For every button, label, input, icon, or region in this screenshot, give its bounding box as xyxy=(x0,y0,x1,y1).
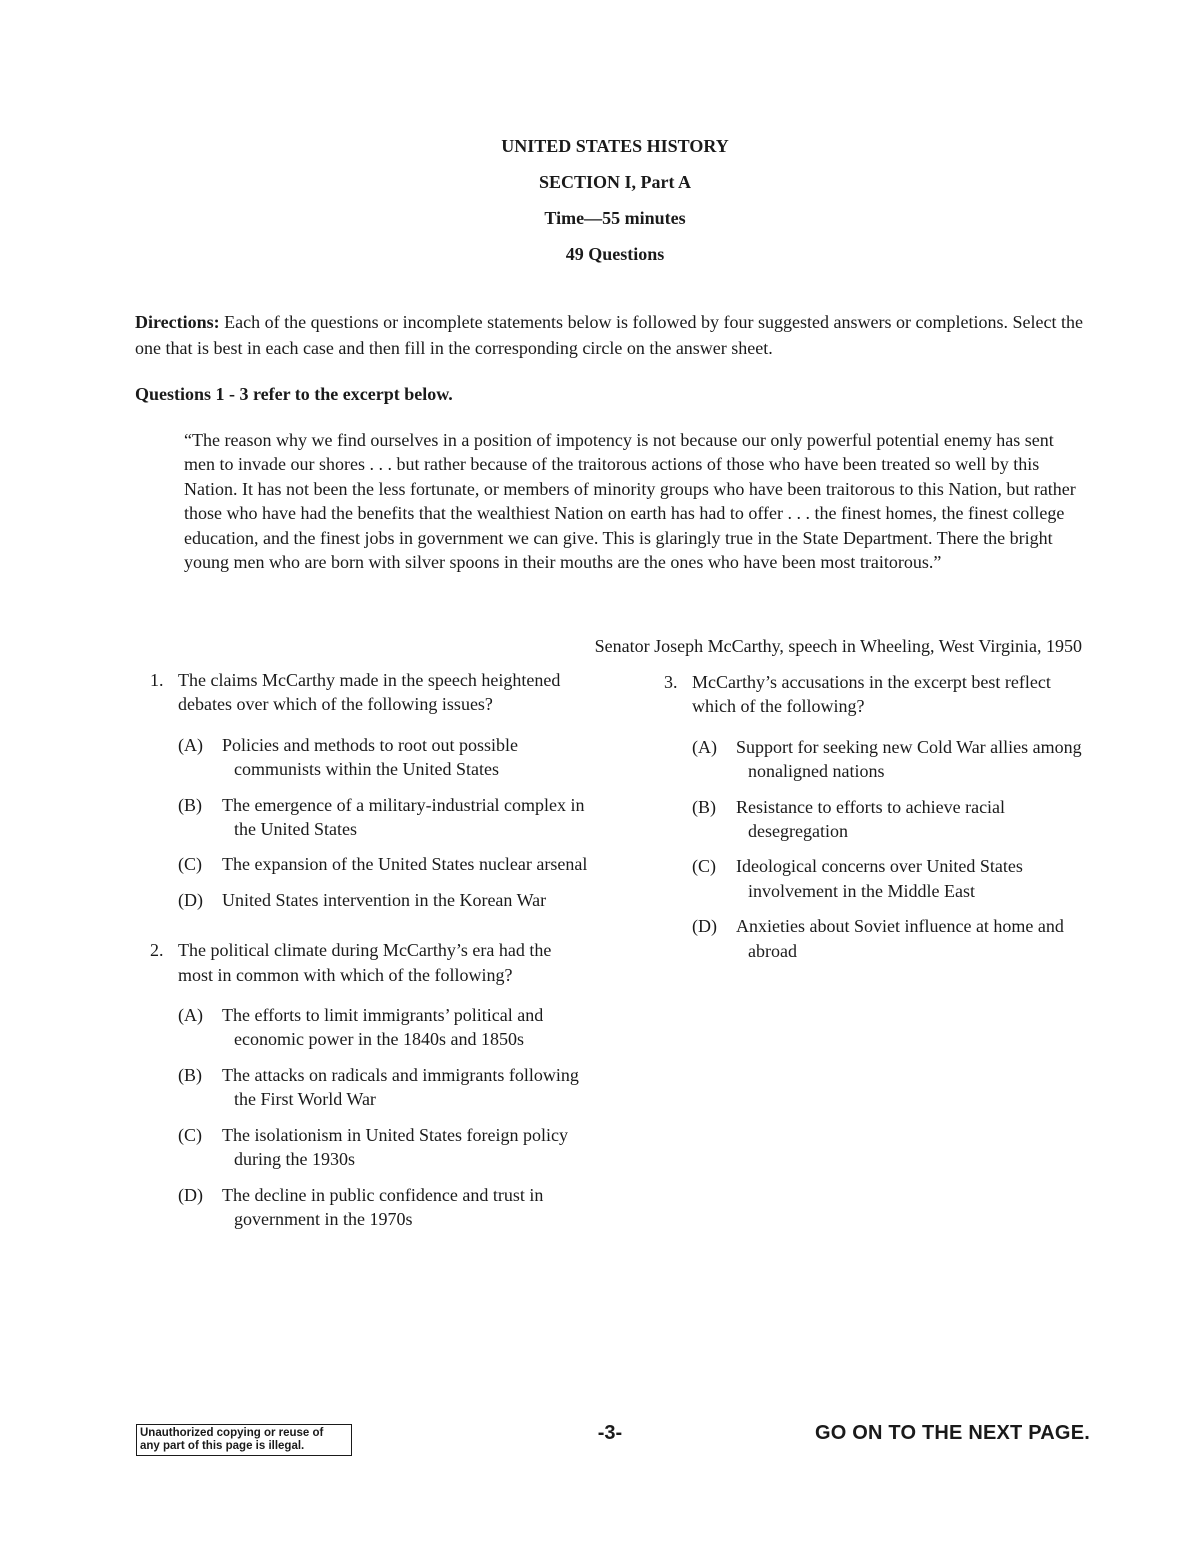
option-text: The isolationism in United States foreign policy during the 1930s xyxy=(222,1124,568,1170)
questions-left-column xyxy=(150,668,590,1257)
question-2 xyxy=(150,938,590,1231)
question-number: 3. xyxy=(664,672,678,692)
questions-right-column xyxy=(664,670,1084,989)
copyright-line-2: any part of this page is illegal. xyxy=(140,1440,305,1452)
option-c xyxy=(692,854,1084,903)
option-text: The emergence of a military-industrial complex in the United States xyxy=(222,794,585,840)
option-label: (D) xyxy=(178,1184,203,1205)
answer-options xyxy=(692,735,1084,963)
exam-subject-title: UNITED STATES HISTORY xyxy=(501,136,729,156)
option-text: Policies and methods to root out possible communists within the United States xyxy=(222,734,518,780)
question-stem: McCarthy’s accusations in the excerpt best reflect which of the following? xyxy=(692,672,1051,717)
question-stem: The claims McCarthy made in the speech heightened debates over which of the following issues? xyxy=(178,670,561,715)
option-d xyxy=(178,1183,590,1232)
option-text: The efforts to limit immigrants’ political and economic power in the 1840s and 1850s xyxy=(222,1005,544,1050)
directions-text: Each of the questions or incomplete statements below is followed by four suggested answers or completions. Select the one that is best in each case and then fill in the corresponding circle on the answer sheet. xyxy=(135,312,1083,358)
option-text: The expansion of the United States nuclear arsenal xyxy=(222,854,588,875)
next-page-prompt: GO ON TO THE NEXT PAGE. xyxy=(814,1422,1090,1444)
option-label: (B) xyxy=(178,794,202,815)
question-1 xyxy=(150,668,590,912)
question-number: 1. xyxy=(150,670,164,690)
option-a xyxy=(692,735,1084,784)
option-label: (B) xyxy=(178,1064,202,1085)
option-text: United States intervention in the Korean War xyxy=(222,889,547,910)
option-label: (A) xyxy=(692,736,717,757)
answer-options xyxy=(178,733,590,912)
option-label: (D) xyxy=(692,916,717,937)
question-stem: The political climate during McCarthy’s era had the most in common with which of the following? xyxy=(178,940,552,985)
option-d xyxy=(178,888,590,912)
option-a xyxy=(178,1003,590,1052)
copyright-notice xyxy=(136,1424,352,1456)
option-text: The decline in public confidence and trust in government in the 1970s xyxy=(222,1184,544,1229)
option-text: Anxieties about Soviet influence at home and abroad xyxy=(736,916,1064,961)
option-label: (A) xyxy=(178,1005,203,1026)
option-label: (D) xyxy=(178,889,203,910)
option-d xyxy=(692,914,1084,963)
option-text: Resistance to efforts to achieve racial desegregation xyxy=(736,796,1006,842)
option-label: (A) xyxy=(178,734,203,755)
option-b xyxy=(692,795,1084,844)
option-text: Ideological concerns over United States involvement in the Middle East xyxy=(736,856,1023,901)
time-limit: Time—55 minutes xyxy=(544,208,686,228)
option-a xyxy=(178,733,590,782)
section-title: SECTION I, Part A xyxy=(538,172,691,192)
copyright-line-1: Unauthorized copying or reuse of xyxy=(140,1427,324,1439)
option-c xyxy=(178,1123,590,1172)
option-b xyxy=(178,1063,590,1112)
page-number: -3- xyxy=(597,1422,623,1444)
excerpt-quote: “The reason why we find ourselves in a position of impotency is not because our only powerful potential enemy has sent men to invade our shores . . . but rather because of the traitorous actions of those who have been treated so well by this Nation. It has not been the less fortunate, or members of minority groups who have been traitorous to this Nation, but rather those who have had the benefits that the wealthiest Nation on earth has had to offer . . . the finest homes, the finest college education, and the finest jobs in government we can give. This is glaringly true in the State Department. There the bright young men who are born with silver spoons in their mouths are the ones who have been most traitorous.” xyxy=(184,430,1076,573)
option-label: (C) xyxy=(178,1124,202,1145)
option-text: Support for seeking new Cold War allies among nonaligned nations xyxy=(736,736,1082,782)
option-c xyxy=(178,852,590,876)
directions xyxy=(135,309,1095,361)
option-text: The attacks on radicals and immigrants following the First World War xyxy=(222,1064,579,1110)
answer-options xyxy=(178,1003,590,1231)
section-header xyxy=(0,128,1200,272)
option-label: (C) xyxy=(692,856,716,877)
question-3 xyxy=(664,670,1084,963)
question-reference: Questions 1 - 3 refer to the excerpt below. xyxy=(135,384,453,404)
option-label: (C) xyxy=(178,854,202,875)
directions-label: Directions: xyxy=(135,312,220,332)
option-b xyxy=(178,793,590,842)
excerpt-attribution: Senator Joseph McCarthy, speech in Wheeling, West Virginia, 1950 xyxy=(594,636,1082,656)
option-label: (B) xyxy=(692,796,716,817)
question-number: 2. xyxy=(150,940,164,961)
question-count: 49 Questions xyxy=(565,244,665,264)
